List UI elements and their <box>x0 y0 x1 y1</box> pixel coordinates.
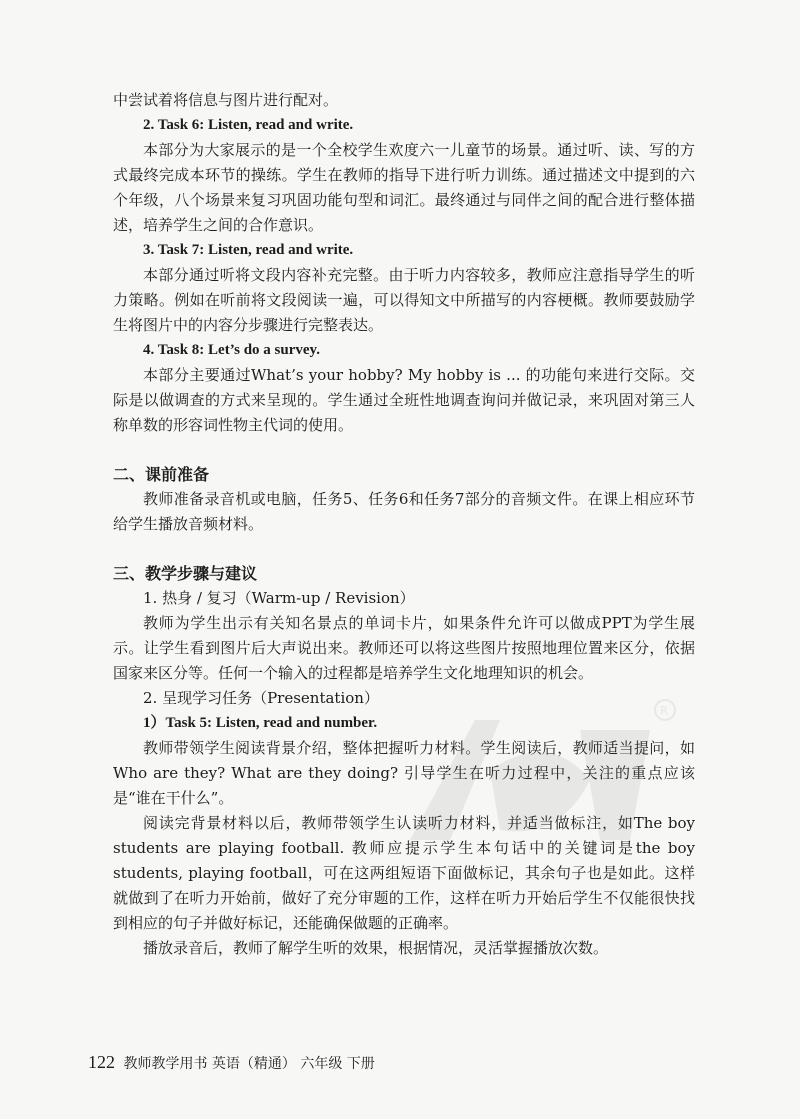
book-title: 教师教学用书 英语（精通） 六年级 下册 <box>123 1056 375 1072</box>
page-footer <box>88 1052 375 1074</box>
body-paragraph: 中尝试着将信息与图片进行配对。 <box>113 91 339 109</box>
task-heading: 4. Task 8: Let’s do a survey. <box>143 342 320 358</box>
body-paragraph: 本部分为大家展示的是一个全校学生欢度六一儿童节的场景。通过听、读、写的方式最终完成本环节的操练。学生在教师的指导下进行听力训练。通过描述文中提到的六个年级，八个场景来复习巩固功能句型和词汇。最终通过与同伴之间的配合进行整体描述，培养学生之间的合作意识。 <box>113 141 695 234</box>
section-gap <box>113 438 695 462</box>
task-heading: 3. Task 7: Listen, read and write. <box>143 242 354 258</box>
body-paragraph: 教师带领学生阅读背景介绍，整体把握听力材料。学生阅读后，教师适当提问，如Who are they? What are they doing? 引导学生在听力过程中，关注的重点应该是“谁在干什么”。 <box>113 739 695 807</box>
body-paragraph: 播放录音后，教师了解学生听的效果，根据情况，灵活掌握播放次数。 <box>143 939 609 957</box>
task-heading: 1）Task 5: Listen, read and number. <box>143 715 378 731</box>
page-content <box>113 88 695 961</box>
task-heading: 2. Task 6: Listen, read and write. <box>143 117 354 133</box>
section-gap <box>113 537 695 561</box>
body-paragraph: 教师为学生出示有关知名景点的单词卡片，如果条件允许可以做成PPT为学生展示。让学生看到图片后大声说出来。教师还可以将这些图片按照地理位置来区分，依据国家来区分等。任何一个输入的过程都是培养学生文化地理知识的机会。 <box>113 614 695 682</box>
body-paragraph: 阅读完背景材料以后，教师带领学生认读听力材料，并适当做标注，如The boy students are playing football. 教师应提示学生本句话中的关键词是the boy students, playing football，可在这两组短语下面做标记，其余句子也是如此。这样就做到了在听力开始前，做好了充分审题的工作，这样在听力开始后学生不仅能很快找到相应的句子并做好标记，还能确保做题的正确率。 <box>113 814 695 932</box>
subsection-heading: 2. 呈现学习任务（Presentation） <box>143 689 379 707</box>
svg-text:R: R <box>660 704 669 718</box>
section-heading: 二、课前准备 <box>113 465 210 484</box>
body-paragraph: 本部分主要通过What’s your hobby? My hobby is ... 的功能句来进行交际。交际是以做调查的方式来呈现的。学生通过全班性地调查询问并做记录，来巩固对第三人称单数的形容词性物主代词的使用。 <box>113 366 695 434</box>
body-paragraph: 教师准备录音机或电脑，任务5、任务6和任务7部分的音频文件。在课上相应环节给学生播放音频材料。 <box>113 490 695 533</box>
section-heading: 三、教学步骤与建议 <box>113 564 258 583</box>
page-number: 122 <box>88 1052 115 1072</box>
subsection-heading: 1. 热身 / 复习（Warm-up / Revision） <box>143 589 415 607</box>
body-paragraph: 本部分通过听将文段内容补充完整。由于听力内容较多，教师应注意指导学生的听力策略。例如在听前将文段阅读一遍，可以得知文中所描写的内容梗概。教师要鼓励学生将图片中的内容分步骤进行完整表达。 <box>113 266 695 334</box>
